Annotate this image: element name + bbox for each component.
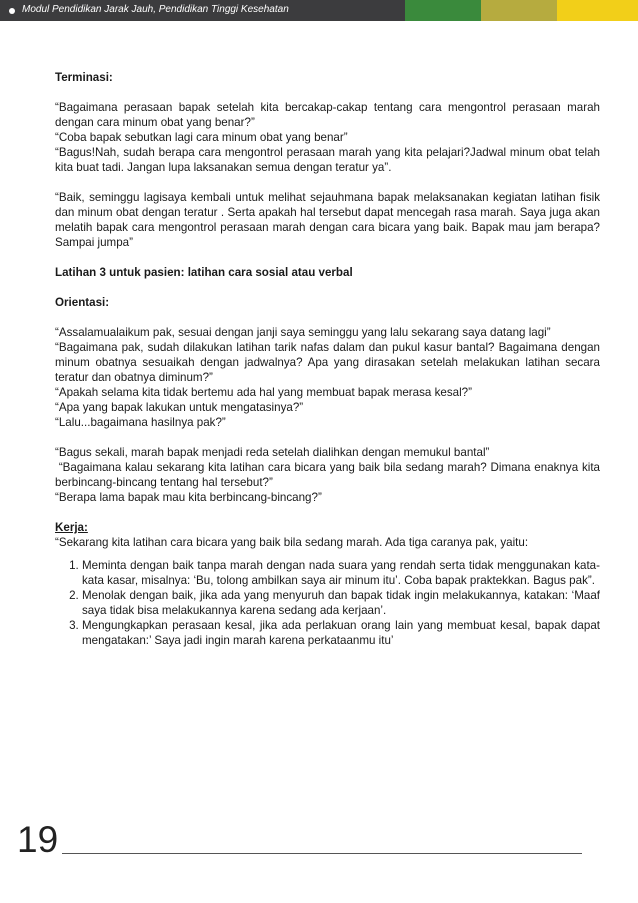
orientasi-line-1: “Assalamualaikum pak, sesuai dengan janji saya seminggu yang lalu sekarang saya datang lagi” xyxy=(55,326,551,339)
header-title: Modul Pendidikan Jarak Jauh, Pendidikan Tinggi Kesehatan xyxy=(22,4,289,15)
header-bar xyxy=(0,0,638,21)
page-number: 19 xyxy=(17,819,59,860)
kerja-heading: Kerja: xyxy=(55,521,88,534)
document-body xyxy=(55,70,604,648)
list-item: 3. Mengungkapkan perasaan kesal, jika ada perlakuan orang lain yang membuat kesal, bapak dapat mengatakan:’ Saya jadi ingin marah karena perkataanmu itu’ xyxy=(82,618,600,648)
orientasi-heading: Orientasi: xyxy=(55,296,110,309)
footer-divider xyxy=(62,853,582,854)
orientasi-line-3: “Apakah selama kita tidak bertemu ada hal yang membuat bapak merasa kesal?” xyxy=(55,386,472,399)
orientasi-line-2: “Bagaimana pak, sudah dilakukan latihan tarik nafas dalam dan pukul kasur bantal? Bagaimana dengan minum obatnya sesuaikah dengan jadwalnya? Apa yang dirasakan setelah melakukan latihan secara teratur dan obatnya diminum?” xyxy=(55,341,600,384)
orientasi-line-6: “Bagus sekali, marah bapak menjadi reda setelah dialihkan dengan memukul bantal” xyxy=(55,446,490,459)
orientasi-line-4: “Apa yang bapak lakukan untuk mengatasinya?” xyxy=(55,401,304,414)
terminasi-question-3: “Bagus!Nah, sudah berapa cara mengontrol perasaan marah yang kita pelajari?Jadwal minum obat telah kita buat tadi. Jangan lupa laksanakan semua dengan teratur ya”. xyxy=(55,146,600,174)
bullet-icon xyxy=(9,8,15,14)
latihan-heading: Latihan 3 untuk pasien: latihan cara sosial atau verbal xyxy=(55,266,353,279)
list-item: 2. Menolak dengan baik, jika ada yang menyuruh dan bapak tidak ingin melakukannya, katakan: ‘Maaf saya tidak bisa melakukannya karena sedang ada kerjaan’. xyxy=(82,588,600,618)
header-dark-segment xyxy=(0,0,405,21)
orientasi-line-5: “Lalu...bagaimana hasilnya pak?” xyxy=(55,416,226,429)
kerja-list xyxy=(55,558,600,648)
list-item: 1. Meminta dengan baik tanpa marah dengan nada suara yang rendah serta tidak menggunakan kata-kata kasar, misalnya: ‘Bu, tolong ambilkan saya air minum itu’. Coba bapak praktekkan. Bagus pak”. xyxy=(82,558,600,588)
orientasi-line-8: “Berapa lama bapak mau kita berbincang-bincang?” xyxy=(55,491,322,504)
header-olive-segment xyxy=(481,0,557,21)
kerja-intro: “Sekarang kita latihan cara bicara yang baik bila sedang marah. Ada tiga caranya pak, yaitu: xyxy=(55,536,529,549)
header-green-segment xyxy=(405,0,481,21)
orientasi-line-7: “Bagaimana kalau sekarang kita latihan cara bicara yang baik bila sedang marah? Dimana enaknya kita berbincang-bincang tentang hal tersebut?” xyxy=(55,461,604,489)
terminasi-question-1: “Bagaimana perasaan bapak setelah kita bercakap-cakap tentang cara mengontrol perasaan marah dengan cara minum obat yang benar?” xyxy=(55,101,600,129)
terminasi-heading: Terminasi: xyxy=(55,71,113,84)
header-yellow-segment xyxy=(557,0,638,21)
terminasi-question-2: “Coba bapak sebutkan lagi cara minum obat yang benar” xyxy=(55,131,348,144)
terminasi-closing: “Baik, seminggu lagisaya kembali untuk melihat sejauhmana bapak melaksanakan kegiatan latihan fisik dan minum obat dengan teratur . Serta apakah hal tersebut dapat mencegah rasa marah. Saya juga akan melatih bapak cara mengontrol perasaan marah dengan cara bicara yang baik. Bapak mau jam berapa? Sampai jumpa” xyxy=(55,191,600,249)
